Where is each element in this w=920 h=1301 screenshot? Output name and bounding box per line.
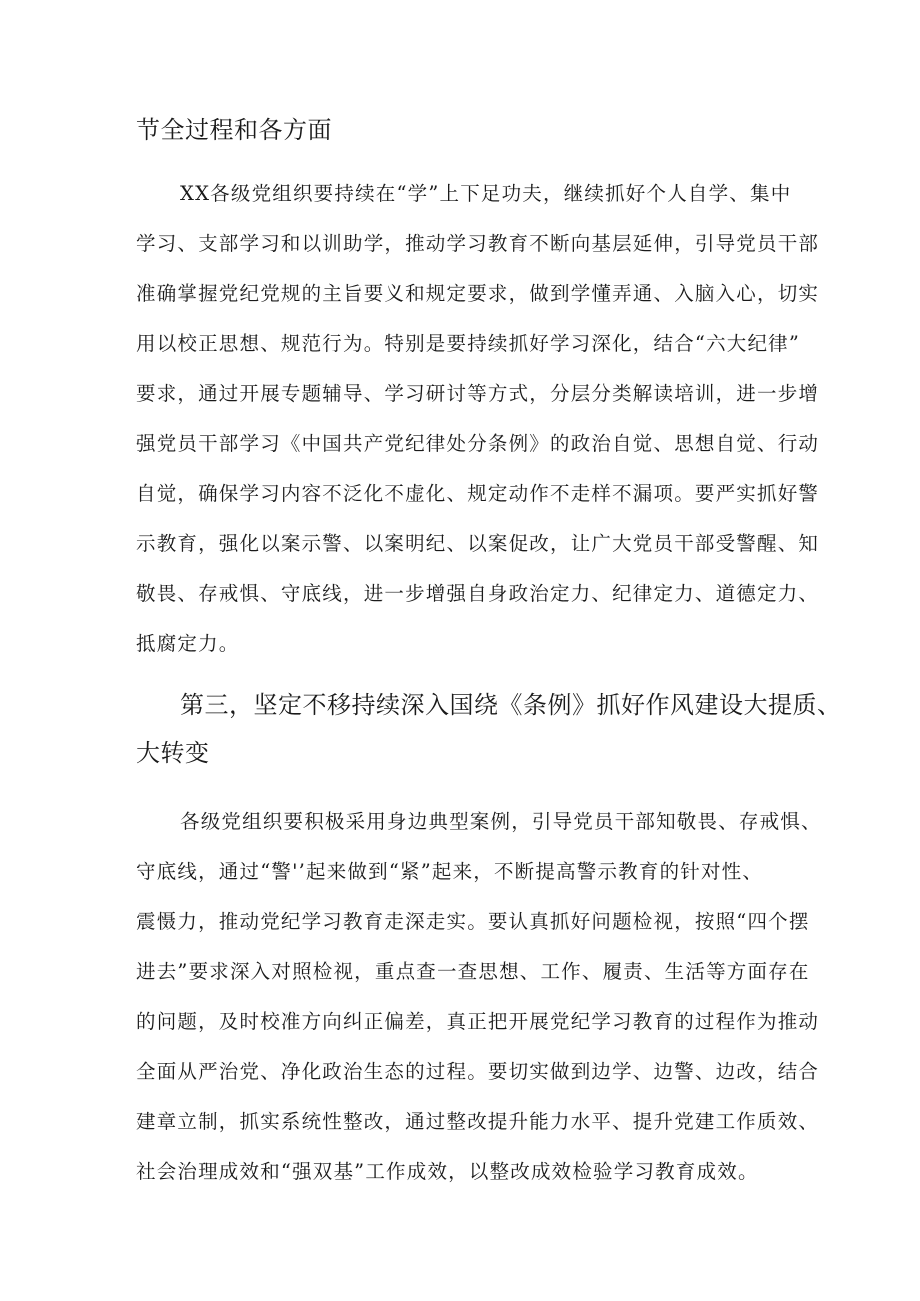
paragraph-line: 守底线，通过“警'’起来做到“紧”起来，不断提高警示教育的针对性、	[136, 860, 764, 883]
paragraph-line: 示教育，强化以案示警、以案明纪、以案促改，让广大党员干部受警醒、知	[136, 532, 820, 555]
paragraph-line: 进去”要求深入对照检视，重点查一查思想、工作、履责、生活等方面存在	[136, 960, 810, 983]
paragraph-line: 全面从严治党、净化政治生态的过程。要切实做到边学、边警、边改，结合	[136, 1060, 820, 1083]
paragraph-line: 自觉，确保学习内容不泛化不虚化、规定动作不走样不漏项。要严实抓好警	[136, 482, 820, 505]
section-3-heading-line: 第三，坚定不移持续深入国绕《条例》抓好作风建设大提质、	[180, 691, 842, 719]
paragraph-line: 建章立制，抓实系统性整改，通过整改提升能力水平、提升党建工作质效、	[136, 1110, 820, 1133]
paragraph-line: 各级党组织要积极采用身边典型案例，引导党员干部知敬畏、存戒惧、	[180, 810, 822, 833]
paragraph-line: 社会治理成效和“强双基”工作成效，以整改成效检验学习教育成效。	[136, 1160, 759, 1183]
paragraph-line: 的问题，及时校准方向纠正偏差，真正把开展党纪学习教育的过程作为推动	[136, 1010, 820, 1033]
section-tail-heading: 节全过程和各方面	[136, 116, 332, 144]
paragraph-line: 要求，通过开展专题辅导、学习研讨等方式，分层分类解读培训，进一步增	[136, 382, 820, 405]
paragraph-line: 学习、支部学习和以训助学，推动学习教育不断向基层延伸，引导党员干部	[136, 232, 820, 255]
section-3-heading-line: 大转变	[136, 739, 210, 767]
paragraph-line: 抵腐定力。	[136, 632, 240, 655]
paragraph-line: 敬畏、存戒惧、守底线，进一步增强自身政治定力、纪律定力、道德定力、	[136, 582, 820, 605]
paragraph-line: 震慑力，推动党纪学习教育走深走实。要认真抓好问题检视，按照“四个摆	[136, 910, 810, 933]
paragraph-line: 准确掌握党纪党规的主旨要义和规定要求，做到学懂弄通、入脑入心，切实	[136, 282, 820, 305]
paragraph-line: 强党员干部学习《中国共产党纪律处分条例》的政治自觉、思想自觉、行动	[136, 432, 820, 455]
paragraph-line: XX各级党组织要持续在“学”上下足功夫，继续抓好个人自学、集中	[180, 182, 792, 205]
paragraph-line: 用以校正思想、规范行为。特别是要持续抓好学习深化，结合“六大纪律”	[136, 332, 801, 355]
